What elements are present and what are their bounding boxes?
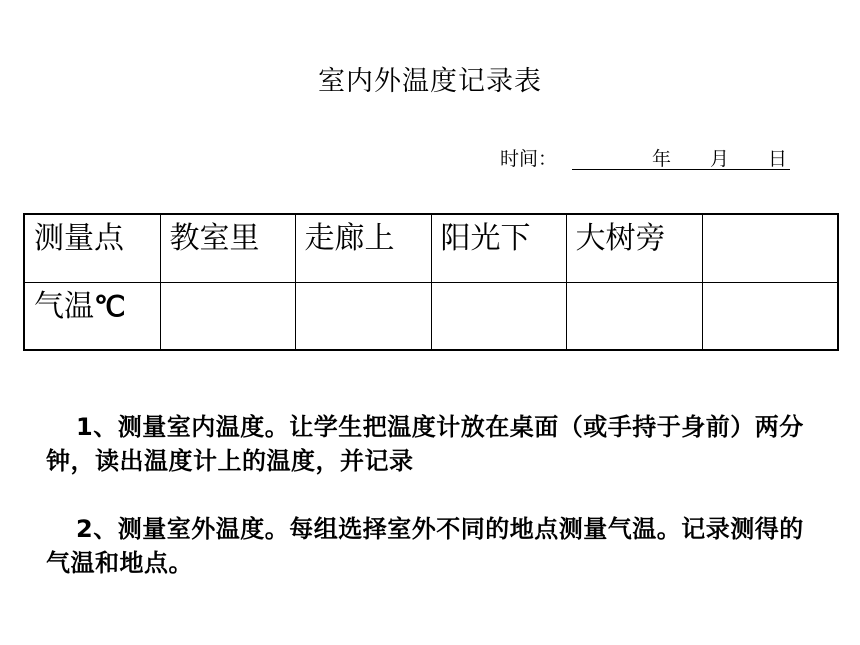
- table-temperature-row: [24, 282, 838, 350]
- temp-unit: ℃: [94, 290, 126, 322]
- header-cell-big-tree: 大树旁: [566, 214, 702, 282]
- date-year-label: 年: [652, 148, 672, 170]
- temperature-record-table: [23, 213, 839, 351]
- header-cell-measure-point: 测量点: [24, 214, 160, 282]
- date-month-label: 月: [710, 148, 730, 170]
- page-title: 室内外温度记录表: [318, 66, 542, 97]
- temp-cell-sunlight[interactable]: [431, 282, 566, 350]
- date-day-label: 日: [768, 148, 788, 170]
- temp-cell-blank[interactable]: [702, 282, 838, 350]
- instruction-text: 1、测量室内温度。让学生把温度计放在桌面（或手持于身前）两分钟，读出温度计上的温度，并记录: [46, 413, 804, 475]
- date-fill-field[interactable]: [572, 145, 790, 170]
- instruction-outdoor: [46, 512, 826, 580]
- header-cell-corridor: 走廊上: [295, 214, 431, 282]
- temp-cell-classroom[interactable]: [160, 282, 295, 350]
- temp-cell-big-tree[interactable]: [566, 282, 702, 350]
- temp-row-label: 气温: [34, 288, 94, 324]
- table-header-row: [24, 214, 838, 282]
- header-cell-blank[interactable]: [702, 214, 838, 282]
- date-label: 时间：: [500, 148, 558, 170]
- instruction-text: 2、测量室外温度。每组选择室外不同的地点测量气温。记录测得的气温和地点。: [46, 515, 804, 577]
- header-cell-sunlight: 阳光下: [431, 214, 566, 282]
- instruction-indoor: [46, 410, 826, 478]
- date-line: [500, 145, 790, 173]
- temp-cell-corridor[interactable]: [295, 282, 431, 350]
- header-cell-classroom: 教室里: [160, 214, 295, 282]
- temp-row-label-cell: [24, 282, 160, 350]
